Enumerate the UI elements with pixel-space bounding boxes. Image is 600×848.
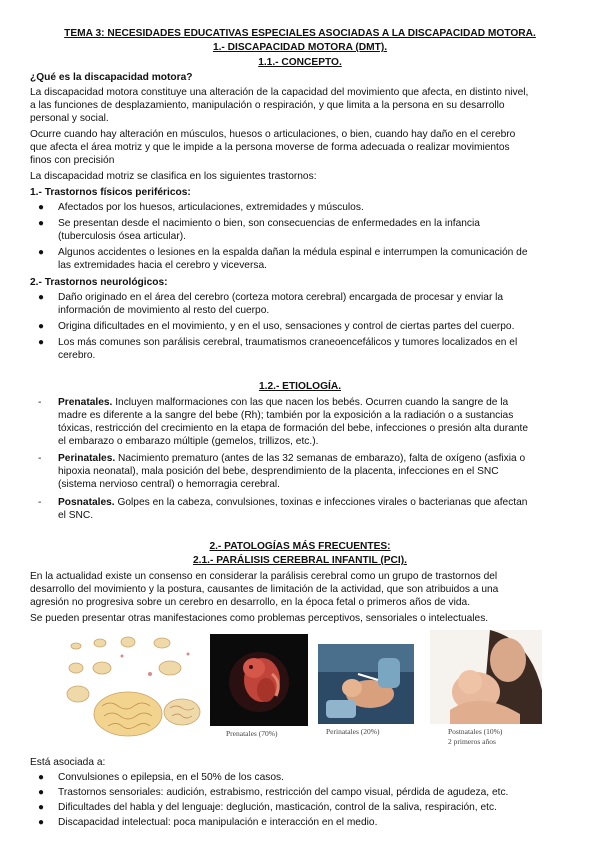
bullet-text: Daño originado en el área del cerebro (corteza motora cerebral) encargada de procesar y enviar la: [58, 292, 504, 303]
bullet: ●: [38, 337, 45, 348]
dash: -: [38, 397, 42, 408]
concept-question: ¿Qué es la discapacidad motora?: [30, 72, 193, 83]
bullet-text: Algunos accidentes o lesiones en la espalda dañan la médula espinal e interrumpen la comunicación de: [58, 247, 528, 258]
concept-p2-line3: finos con precisión: [30, 155, 115, 166]
bullet-text: Los más comunes son parálisis cerebral, traumatismos craneoencefálicos y tumores localizados en el: [58, 337, 518, 348]
posnatal-line1: [58, 496, 527, 509]
posnatal-line2: el SNC.: [58, 510, 94, 521]
caption-postnatal: Postnatales (10%): [448, 727, 503, 736]
dash: -: [38, 497, 42, 508]
bullet: ●: [38, 817, 45, 828]
bullet: ●: [38, 202, 45, 213]
fetus-photo: [210, 634, 308, 726]
bullet: ●: [38, 218, 45, 229]
bullet: ●: [38, 772, 45, 783]
bullet-text: las extremidades hacia el cerebro y viceversa.: [58, 260, 267, 271]
posnatal-label: Posnatales.: [58, 497, 115, 508]
bullet: ●: [38, 802, 45, 813]
prenatal-line4: el embarazo o embarazo múltiple (gemelos, trillizos, etc.).: [58, 436, 319, 447]
bullet: ●: [38, 787, 45, 798]
perinatal-label: Perinatales.: [58, 453, 116, 464]
perinatal-line2: hipoxia neonatal), mala posición del bebe, desprendimiento de la placenta, infecciones en el SNC: [58, 466, 499, 477]
associated-intro: Está asociada a:: [30, 757, 106, 768]
mother-baby-photo: [430, 630, 542, 724]
bullet-text: Afectados por los huesos, articulaciones, extremidades y músculos.: [58, 202, 364, 213]
concept-p2-line2: que afecta el área motriz y que le impide a la persona moverse de forma adecuada o realizar movimientos: [30, 142, 510, 153]
section-1-heading: 1.- DISCAPACIDAD MOTORA (DMT).: [212, 42, 388, 53]
perinatal-text: Nacimiento prematuro (antes de las 32 semanas de embarazo), falta de oxígeno (asfixia o: [115, 453, 526, 464]
caption-perinatal: Perinatales (20%): [326, 727, 380, 736]
concept-p2-line1: Ocurre cuando hay alteración en músculos, huesos o articulaciones, o bien, cuando hay daño en el cerebro: [30, 129, 516, 140]
pci-p2: Se pueden presentar otras manifestaciones como problemas perceptivos, sensoriales o intelectuales.: [30, 613, 489, 624]
bullet: ●: [38, 247, 45, 258]
bullet-text: Origina dificultades en el movimiento, y en el uso, sensaciones y control de ciertas partes del cuerpo.: [58, 321, 515, 332]
prenatal-line2: madre es diferente a la sangre del bebe (Rh); también por la exposición a la radiación o a sustancias: [58, 410, 514, 421]
pci-p1-line3: agresión no progresiva sobre un cerebro en desarrollo, en la época fetal o primeros años de vida.: [30, 597, 471, 608]
dash: -: [38, 453, 42, 464]
bullet-text: información de movimiento al resto del cuerpo.: [58, 305, 270, 316]
bullet-text: (tuberculosis ósea articular).: [58, 231, 186, 242]
disorder-heading-neurological: 2.- Trastornos neurológicos:: [30, 277, 168, 288]
bullet: ●: [38, 321, 45, 332]
disorder-heading-peripheral: 1.- Trastornos físicos periféricos:: [30, 187, 191, 198]
concept-p1-line1: La discapacidad motora constituye una alteración de la capacidad del movimiento que afecta, en distinto nivel,: [30, 87, 529, 98]
posnatal-text: Golpes en la cabeza, convulsiones, toxinas e infecciones virales o bacterianas que afectan: [114, 497, 528, 508]
bullet-text: Se presentan desde el nacimiento o bien, son consecuencias de enfermedades en la infancia: [58, 218, 480, 229]
perinatal-line1: [58, 452, 525, 465]
concept-p3: La discapacidad motriz se clasifica en los siguientes trastornos:: [30, 171, 317, 182]
prenatal-text: Incluyen malformaciones con las que nacen los bebés. Ocurren cuando la sangre de la: [112, 397, 509, 408]
pci-p1-line2: desarrollo del movimiento y la postura, causantes de limitación de la actividad, que son atribuidos a una: [30, 584, 499, 595]
bullet-text: cerebro.: [58, 350, 96, 361]
prenatal-line1: [58, 396, 508, 409]
section-2-1-heading: 2.1.- PARÁLISIS CEREBRAL INFANTIL (PCI).: [193, 555, 407, 566]
prenatal-label: Prenatales.: [58, 397, 113, 408]
perinatal-line3: (sistema nervioso central) o hemorragia cerebral.: [58, 479, 280, 490]
topic-title: TEMA 3: NECESIDADES EDUCATIVAS ESPECIALES ASOCIADAS A LA DISCAPACIDAD MOTORA.: [64, 28, 536, 39]
section-2-heading: 2.- PATOLOGÍAS MÁS FRECUENTES:: [209, 541, 391, 552]
concept-p1-line2: a las funciones de desplazamiento, manipulación o respiración, y que limita a la persona en su desarrollo: [30, 100, 505, 111]
bullet: ●: [38, 292, 45, 303]
pci-p1-line1: En la actualidad existe un consenso en considerar la parálisis cerebral como un grupo de trastornos del: [30, 571, 498, 582]
section-1-2-heading: 1.2.- ETIOLOGÍA.: [258, 381, 342, 392]
associated-item: Trastornos sensoriales: audición, estrabismo, restricción del campo visual, pérdida de agudeza, etc.: [58, 787, 509, 798]
neonatal-care-photo: [318, 644, 414, 724]
caption-first-years: 2 primeros años: [448, 737, 496, 746]
section-1-1-heading: 1.1.- CONCEPTO.: [258, 57, 342, 68]
prenatal-line3: tóxicas, restricción del crecimiento en la etapa de formación del bebe, infecciones o presión alta durante: [58, 423, 529, 434]
associated-item: Dificultades del habla y del lenguaje: deglución, masticación, control de la saliva, respiración, etc.: [58, 802, 497, 813]
brain-development-illustration: [62, 634, 204, 742]
associated-item: Convulsiones o epilepsia, en el 50% de los casos.: [58, 772, 284, 783]
concept-p1-line3: personal y social.: [30, 113, 109, 124]
associated-item: Discapacidad intelectual: poca manipulación e interacción en el medio.: [58, 817, 378, 828]
caption-prenatal: Prenatales (70%): [226, 729, 278, 738]
